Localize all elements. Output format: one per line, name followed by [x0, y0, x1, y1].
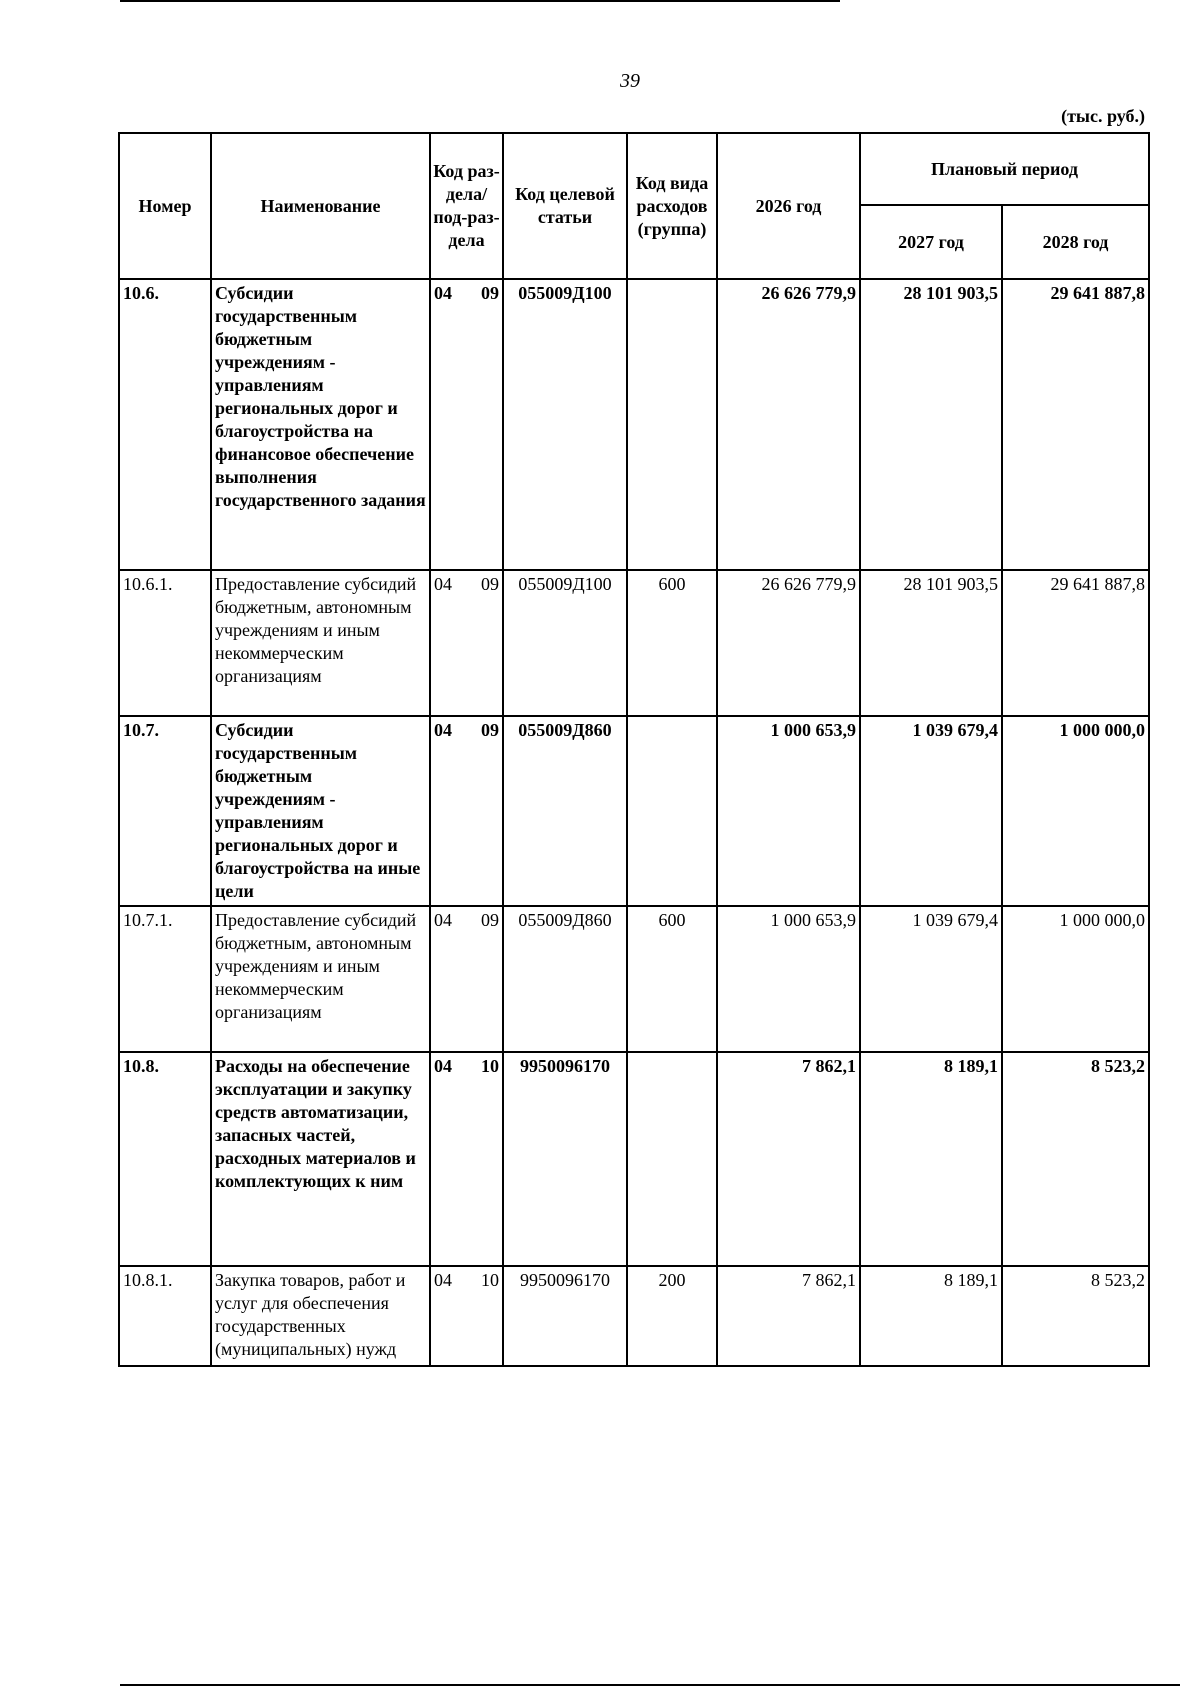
- row-expense-type: 600: [627, 570, 717, 716]
- row-name: Предоставление субсидий бюджетным, автономным учреждениям и иным некоммерческим организациям: [211, 570, 430, 716]
- row-expense-type: [627, 716, 717, 906]
- section-code: 04: [434, 910, 452, 930]
- row-expense-type: 600: [627, 906, 717, 1052]
- row-value-2028: 8 523,2: [1002, 1266, 1149, 1366]
- subsection-code: 10: [481, 1270, 499, 1290]
- row-target-code: 055009Д100: [503, 279, 627, 570]
- row-section-code: [430, 279, 503, 570]
- row-value-2027: 1 039 679,4: [860, 716, 1002, 906]
- table-row: [119, 570, 1149, 716]
- budget-table-body: [119, 279, 1149, 1366]
- section-code: 04: [434, 283, 452, 303]
- row-value-2028: 29 641 887,8: [1002, 279, 1149, 570]
- row-value-2027: 1 039 679,4: [860, 906, 1002, 1052]
- row-value-2026: 1 000 653,9: [717, 716, 860, 906]
- row-number: 10.6.1.: [119, 570, 211, 716]
- row-number: 10.8.: [119, 1052, 211, 1266]
- subsection-code: 10: [481, 1056, 499, 1076]
- section-code: 04: [434, 1270, 452, 1290]
- row-target-code: 9950096170: [503, 1052, 627, 1266]
- row-value-2028: 29 641 887,8: [1002, 570, 1149, 716]
- table-row: [119, 1266, 1149, 1366]
- row-value-2028: 1 000 000,0: [1002, 906, 1149, 1052]
- row-number: 10.8.1.: [119, 1266, 211, 1366]
- table-row: [119, 906, 1149, 1052]
- subsection-code: 09: [481, 574, 499, 594]
- header-number: Номер: [119, 133, 211, 279]
- subsection-code: 09: [481, 910, 499, 930]
- row-target-code: 9950096170: [503, 1266, 627, 1366]
- table-row: [119, 279, 1149, 570]
- row-value-2028: 1 000 000,0: [1002, 716, 1149, 906]
- row-name: Предоставление субсидий бюджетным, автономным учреждениям и иным некоммерческим организациям: [211, 906, 430, 1052]
- row-target-code: 055009Д860: [503, 906, 627, 1052]
- row-name: Закупка товаров, работ и услуг для обеспечения государственных (муниципальных) нужд: [211, 1266, 430, 1366]
- units-note: (тыс. руб.): [1061, 106, 1145, 126]
- row-value-2027: 8 189,1: [860, 1266, 1002, 1366]
- row-value-2028: 8 523,2: [1002, 1052, 1149, 1266]
- table-row: [119, 716, 1149, 906]
- row-target-code: 055009Д860: [503, 716, 627, 906]
- header-section-code: Код раз-дела/ под-раз-дела: [430, 133, 503, 279]
- bottom-scan-line: [120, 1684, 1180, 1686]
- row-name: Субсидии государственным бюджетным учреждениям - управлениям региональных дорог и благоустройства на финансовое обеспечение выполнения государственного задания: [211, 279, 430, 570]
- row-section-code: [430, 1266, 503, 1366]
- row-value-2026: 26 626 779,9: [717, 279, 860, 570]
- section-code: 04: [434, 720, 452, 740]
- header-year-2026: 2026 год: [717, 133, 860, 279]
- table-row: [119, 1052, 1149, 1266]
- row-number: 10.6.: [119, 279, 211, 570]
- row-target-code: 055009Д100: [503, 570, 627, 716]
- header-year-2028: 2028 год: [1002, 205, 1149, 279]
- section-code: 04: [434, 1056, 452, 1076]
- header-target-code: Код целевой статьи: [503, 133, 627, 279]
- row-section-code: [430, 1052, 503, 1266]
- row-value-2027: 28 101 903,5: [860, 570, 1002, 716]
- top-scan-line: [120, 0, 840, 2]
- budget-table: [118, 132, 1150, 1367]
- row-expense-type: [627, 279, 717, 570]
- row-section-code: [430, 570, 503, 716]
- row-number: 10.7.1.: [119, 906, 211, 1052]
- row-value-2027: 28 101 903,5: [860, 279, 1002, 570]
- subsection-code: 09: [481, 720, 499, 740]
- row-value-2026: 7 862,1: [717, 1266, 860, 1366]
- row-expense-type: 200: [627, 1266, 717, 1366]
- subsection-code: 09: [481, 283, 499, 303]
- row-name: Субсидии государственным бюджетным учреждениям - управлениям региональных дорог и благоустройства на иные цели: [211, 716, 430, 906]
- header-expense-type-code: Код вида расходов (группа): [627, 133, 717, 279]
- row-value-2026: 1 000 653,9: [717, 906, 860, 1052]
- page-number: 39: [620, 70, 640, 92]
- row-expense-type: [627, 1052, 717, 1266]
- header-planned-period: Плановый период: [860, 133, 1149, 205]
- header-year-2027: 2027 год: [860, 205, 1002, 279]
- header-name: Наименование: [211, 133, 430, 279]
- section-code: 04: [434, 574, 452, 594]
- row-number: 10.7.: [119, 716, 211, 906]
- row-value-2027: 8 189,1: [860, 1052, 1002, 1266]
- row-section-code: [430, 716, 503, 906]
- row-section-code: [430, 906, 503, 1052]
- row-value-2026: 7 862,1: [717, 1052, 860, 1266]
- row-value-2026: 26 626 779,9: [717, 570, 860, 716]
- row-name: Расходы на обеспечение эксплуатации и закупку средств автоматизации, запасных частей, расходных материалов и комплектующих к ним: [211, 1052, 430, 1266]
